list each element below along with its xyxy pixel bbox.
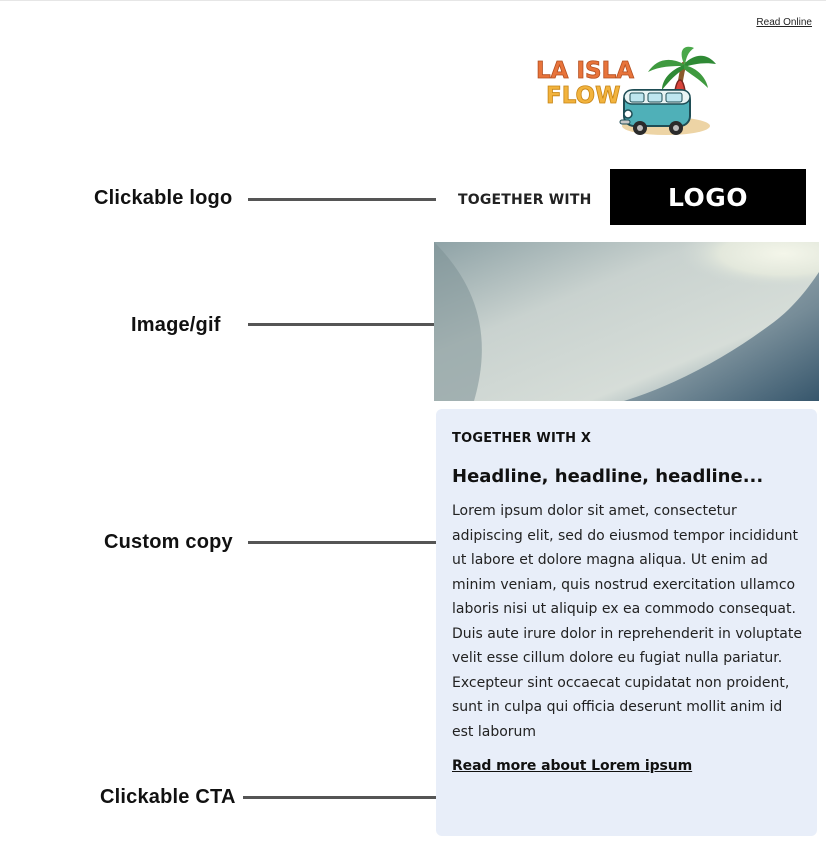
card-body-copy: Lorem ipsum dolor sit amet, consectetur adipiscing elit, sed do eiusmod tempor incididunt ut labore et dolore magna aliqua. Ut enim ad minim veniam, quis nostrud exercitation ullamco laboris nisi ut aliquip ex ea commodo consequat. Duis aute irure dolor in reprehenderit in voluptate velit esse cillum dolore eu fugiat nulla pariatur. Excepteur sint occaecat cupidatat non proident, sunt in culpa qui officia deserunt mollit anim id est laborum xyxy=(452,503,802,740)
annotation-clickable-cta: Clickable CTA xyxy=(100,786,236,808)
svg-text:LA ISLA: LA ISLA xyxy=(536,58,635,84)
annotation-image-gif: Image/gif xyxy=(131,314,221,336)
annotation-clickable-logo: Clickable logo xyxy=(94,187,233,209)
card-cta-link[interactable]: Read more about Lorem ipsum xyxy=(452,758,693,774)
sponsored-content-card xyxy=(436,409,817,836)
sponsor-logo-text: LOGO xyxy=(667,182,749,212)
annotation-line-logo xyxy=(248,198,436,201)
la-isla-flow-logo[interactable] xyxy=(528,46,718,146)
together-with-label: TOGETHER WITH xyxy=(458,192,592,208)
sponsor-logo[interactable] xyxy=(610,169,806,225)
read-online-link[interactable]: Read Online xyxy=(756,17,812,28)
annotation-line-image xyxy=(248,323,436,326)
svg-text:FLOW: FLOW xyxy=(546,83,621,109)
annotation-custom-copy: Custom copy xyxy=(104,531,233,553)
hero-image[interactable] xyxy=(434,242,819,401)
annotation-line-copy xyxy=(248,541,436,544)
annotation-line-cta xyxy=(243,796,436,799)
top-divider xyxy=(0,0,826,1)
card-headline: Headline, headline, headline... xyxy=(452,466,764,487)
card-eyebrow: TOGETHER WITH X xyxy=(452,431,592,446)
